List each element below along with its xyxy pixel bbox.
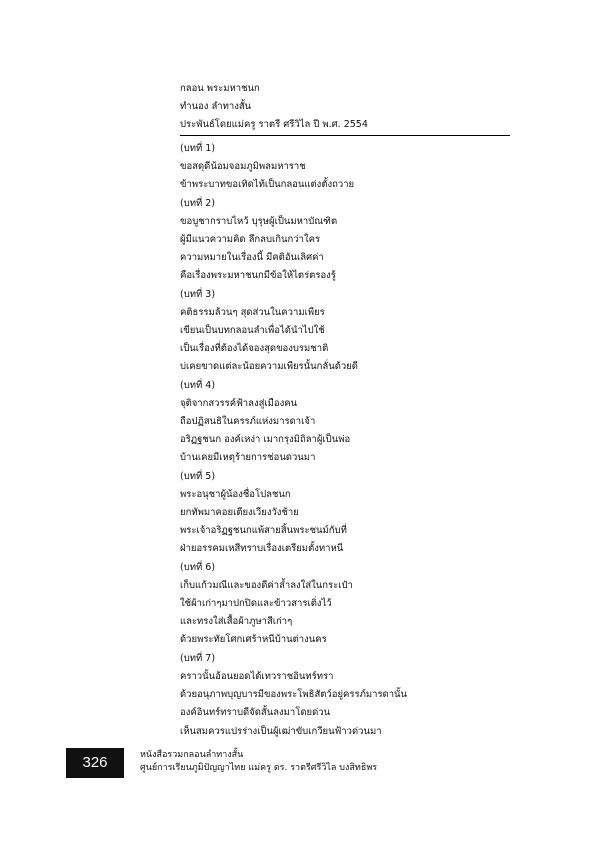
poem-body <box>180 140 510 741</box>
poem-line: คติธรรมล้วนๆ สุดส่วนในความเพียร <box>180 306 325 318</box>
stanza-heading: (บทที่ 3) <box>180 288 216 300</box>
stanza-heading: (บทที่ 5) <box>180 470 216 482</box>
poem-line: ขอสดุดีน้อมจอมภูมิพลมหาราช <box>180 161 306 173</box>
poem-line: เห็นสมควรแปรร่างเป็นผู้เฒ่าขับเกวียนฟ้าวด่วนมา <box>180 725 382 737</box>
poem-line: ความหมายในเรื่องนี้ มีคติอันเลิศค่า <box>180 252 324 264</box>
stanza-heading: (บทที่ 1) <box>180 143 216 154</box>
stanza-heading: (บทที่ 6) <box>180 561 216 573</box>
poem-line: เก็บแก้วมณีและของดีค่าล้ำลงใส่ในกระเป๋า <box>180 579 353 591</box>
footer-book-title: หนังสือรวมกลอนลำทางสั้น <box>140 750 244 760</box>
poem-line: ข้าพระบาทขอเทิดไท้เป็นกลอนแต่งตั้งถวาย <box>180 179 355 191</box>
poem-melody: ทำนอง ลำทางสั้น <box>180 101 252 112</box>
poem-line: อริฏฐชนก องค์เหง่า เมากรุงมิถิลาผู้เป็นพ่อ <box>180 434 351 446</box>
footer-publisher: ศูนย์การเรียนภูมิปัญญาไทย แม่ครู ดร. ราตรีศรีวิไล บงสิทธิพร <box>140 763 378 773</box>
page-number: 326 <box>66 748 124 778</box>
poem-author: ประพันธ์โดยแม่ครู ราตรี ศรีวิไล ปี พ.ศ. 2554 <box>180 116 510 136</box>
poem-line: พระอนุชาผู้น้องชื่อโปลชนก <box>180 488 291 500</box>
poem-line: ด้วยพระทัยโศกเศร้าหนีบ้านต่างนคร <box>180 634 327 646</box>
poem-line: พระเจ้าอริฏฐชนกแพ้สายสิ้นพระชนม์กับที่ <box>180 525 347 537</box>
poem-line: และทรงใส่เสื้อผ้าภูษาสีเก่าๆ <box>180 616 293 628</box>
poem-line: ใช้ผ้าเก่าๆมาปกปิดและข้าวสารเติ่งไว้ <box>180 598 332 610</box>
poem-line: ยกทัพมาคอยเตียงเวียงวังช้าย <box>180 507 299 519</box>
poem-line: ฝ่ายอรรคมเหสีทราบเรื่องเตรียมตั้งทาหนี <box>180 543 344 555</box>
poem-title: กลอน พระมหาชนก <box>180 83 260 94</box>
poem-line: เขียนเป็นบทกลอนลำเพื่อได้นำไปใช้ <box>180 325 325 337</box>
stanza-heading: (บทที่ 7) <box>180 652 216 664</box>
footer <box>140 749 377 775</box>
poem-line: องค์อินทร์ทราบดีจัดสั้นลงมาโดยด่วน <box>180 707 331 719</box>
poem-line: ถือปฏิสนธิในครรภ์แห่งมารดาเจ้า <box>180 416 316 428</box>
poem-line: ด้วยอนุภาพบุญบารมีของพระโพธิสัตว์อยู่ครรภ์มารดานั้น <box>180 689 408 701</box>
poem-line: คราวนั้นอ้อนยอดได้เทวราชอินทร์ทรา <box>180 670 334 682</box>
poem-line: คือเรื่องพระมหาชนกมีข้อให้ไตร่ตรองรู้ <box>180 270 336 282</box>
poem-line: บ้านเคยมีเหตุร้ายการช่อนดวนมา <box>180 452 316 464</box>
poem-line: ขอบูชากราบไหว้ บุรุษผู้เป็นมหาบัณฑิต <box>180 215 338 227</box>
poem-line: เป็นเรื่องที่ต้องได้จองสุดของบรมชาติ <box>180 343 329 355</box>
stanza-heading: (บทที่ 4) <box>180 379 216 391</box>
poem-header <box>180 80 510 136</box>
stanza-heading: (บทที่ 2) <box>180 197 216 209</box>
poem-line: ผู้มีแนวความคิด ลึกลบเกินกว่าใคร <box>180 234 321 246</box>
poem-line: จุติจากสวรรค์ฟ้าลงสู่เมืองคน <box>180 397 298 409</box>
poem-line: บ่เคยขาดแต่ละน้อยความเพียรนั้นกลั่นด้วยดี <box>180 361 358 373</box>
